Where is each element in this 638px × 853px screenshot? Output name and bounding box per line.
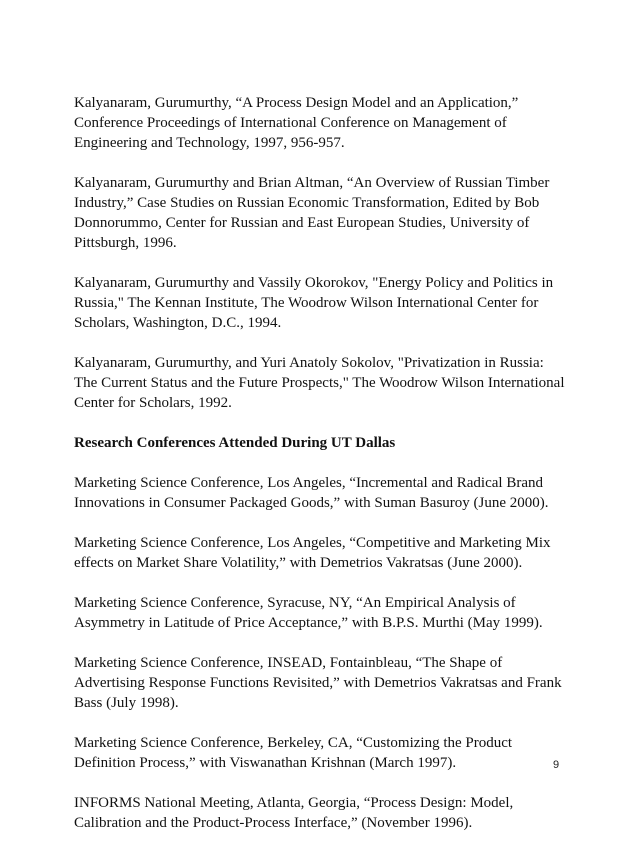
publication-entry: Kalyanaram, Gurumurthy, and Yuri Anatoly Sokolov, "Privatization in Russia: The Current Status and the Future Prospects," The Woodrow Wilson International Center for Scholars, 1992. (74, 355, 565, 411)
conference-entry: INFORMS National Meeting, Atlanta, Georgia, “Process Design: Model, Calibration and the Product-Process Interface,” (November 1996). (74, 795, 514, 831)
document-page (74, 93, 574, 853)
publication-entry: Kalyanaram, Gurumurthy and Brian Altman, “An Overview of Russian Timber Industry,” Case Studies on Russian Economic Transformation, Edited by Bob Donnorummo, Center for Russian and East European Studies, University of Pittsburgh, 1996. (74, 175, 550, 251)
publication-entry: Kalyanaram, Gurumurthy, “A Process Design Model and an Application,” Conference Proceedings of International Conference on Management of Engineering and Technology, 1997, 956-957. (74, 95, 519, 151)
conference-entry: Marketing Science Conference, Syracuse, NY, “An Empirical Analysis of Asymmetry in Latitude of Price Acceptance,” with B.P.S. Murthi (May 1999). (74, 595, 543, 631)
conference-entry: Marketing Science Conference, Los Angeles, “Incremental and Radical Brand Innovations in Consumer Packaged Goods,” with Suman Basuroy (June 2000). (74, 475, 549, 511)
conference-entry: Marketing Science Conference, Los Angeles, “Competitive and Marketing Mix effects on Market Share Volatility,” with Demetrios Vakratsas (June 2000). (74, 535, 551, 571)
conference-entry: Marketing Science Conference, INSEAD, Fontainbleau, “The Shape of Advertising Response Functions Revisited,” with Demetrios Vakratsas and Frank Bass (July 1998). (74, 655, 562, 711)
publication-entry: Kalyanaram, Gurumurthy and Vassily Okorokov, "Energy Policy and Politics in Russia," The Kennan Institute, The Woodrow Wilson International Center for Scholars, Washington, D.C., 1994. (74, 275, 554, 331)
conference-entry: Marketing Science Conference, Berkeley, CA, “Customizing the Product Definition Process,” with Viswanathan Krishnan (March 1997). (74, 735, 513, 771)
section-heading: Research Conferences Attended During UT Dallas (74, 435, 396, 451)
page-number: 9 (553, 759, 560, 771)
